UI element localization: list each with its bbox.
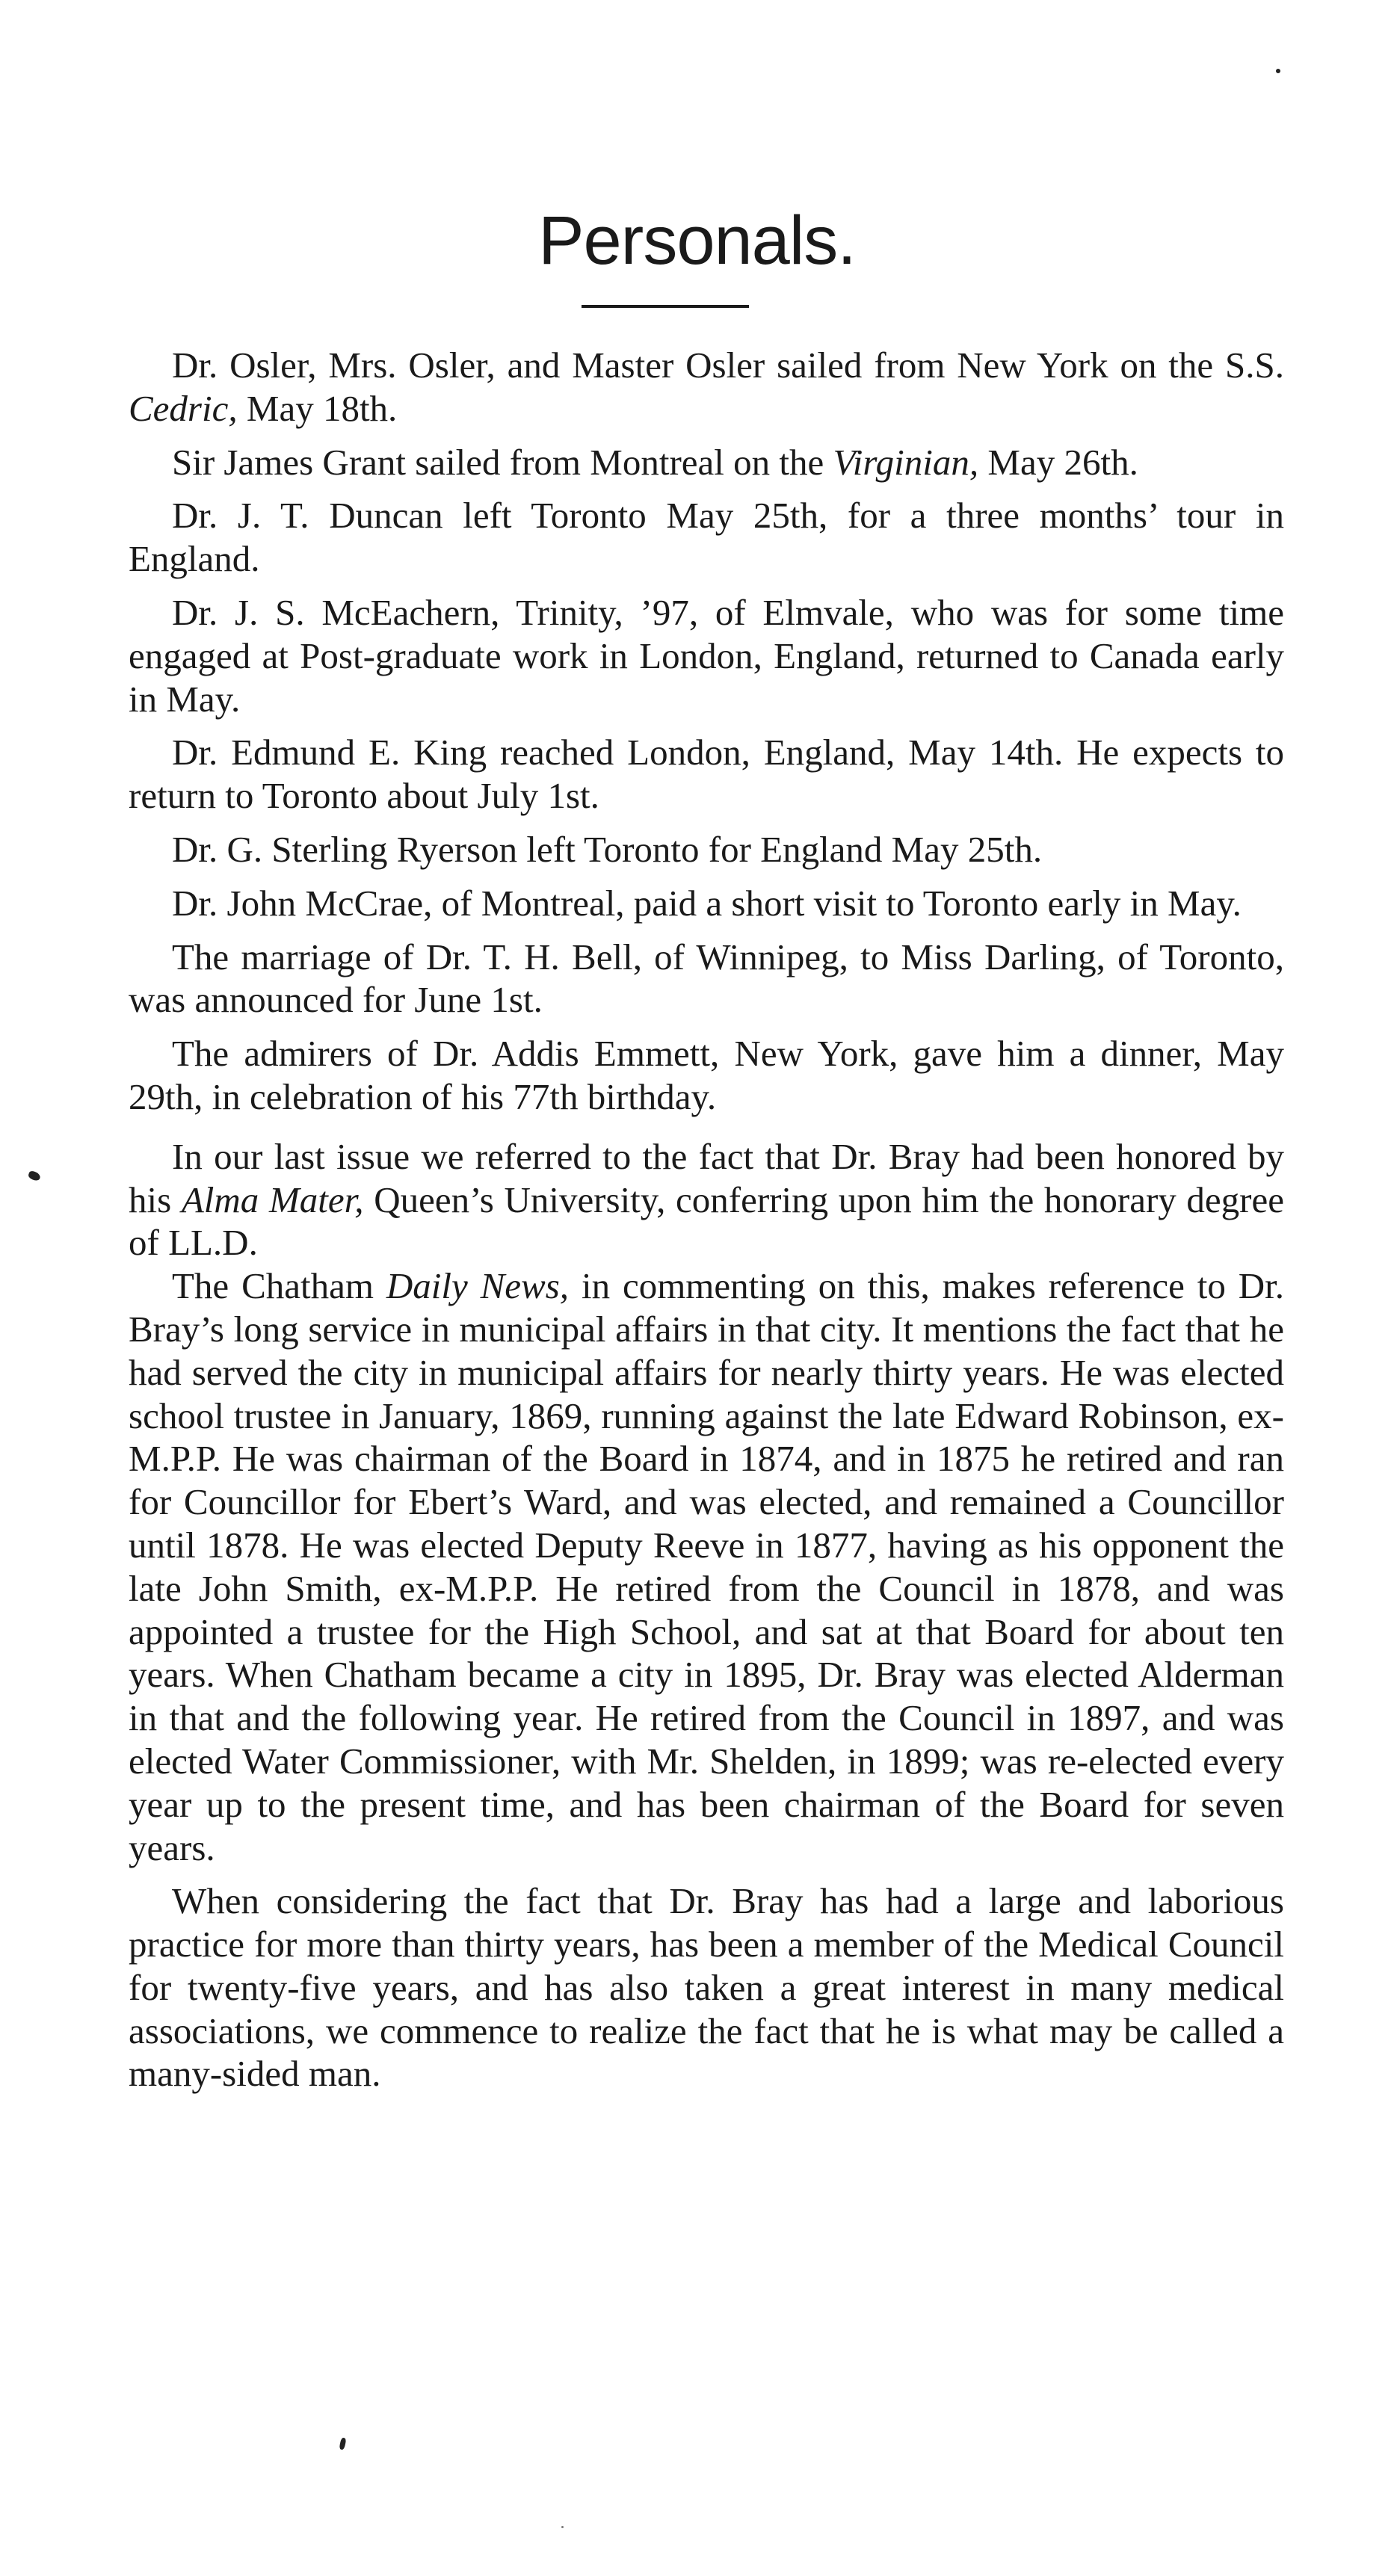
paragraph: The admirers of Dr. Addis Emmett, New York, gave him a dinner, May 29th, in celebration of his 77th birthday. xyxy=(129,1033,1284,1117)
speck-mark xyxy=(1276,69,1280,73)
speck-mark xyxy=(339,2437,346,2450)
page-title: Personals. xyxy=(538,203,856,279)
paragraph: Dr. Osler, Mrs. Osler, and Master Osler sailed from New York on the S.S. Cedric, May 18th. xyxy=(129,345,1284,429)
article-body xyxy=(129,344,1284,2095)
paragraph: Dr. Edmund E. King reached London, England, May 14th. He expects to return to Toronto about July 1st. xyxy=(129,732,1284,817)
paragraph: The marriage of Dr. T. H. Bell, of Winnipeg, to Miss Darling, of Toronto, was announced for June 1st. xyxy=(129,936,1284,1021)
paragraph: Dr. J. S. McEachern, Trinity, ’97, of Elmvale, who was for some time engaged at Post-graduate work in London, England, returned to Canada early in May. xyxy=(129,591,1284,720)
paragraph: The Chatham Daily News, in commenting on this, makes reference to Dr. Bray’s long service in municipal affairs in that city. It mentions the fact that he had served the city in municipal affairs for nearly thirty years. He was elected school trustee in January, 1869, running against the late Edward Robinson, ex-M.P.P. He was chairman of the Board in 1874, and in 1875 he retired and ran for Councillor for Ebert’s Ward, and was elected, and remained a Councillor until 1878. He was elected Deputy Reeve in 1877, having as his opponent the late John Smith, ex-M.P.P. He retired from the Council in 1878, and was appointed a trustee for the High School, and sat at that Board for about ten years. When Chatham became a city in 1895, Dr. Bray was elected Alderman in that and the following year. He retired from the Council in 1897, and was elected Water Commissioner, with Mr. Shelden, in 1899; was re-elected every year up to the present time, and has been chairman of the Board for seven years. xyxy=(129,1265,1285,1868)
paragraph: Dr. John McCrae, of Montreal, paid a short visit to Toronto early in May. xyxy=(172,882,1242,924)
paragraph: In our last issue we referred to the fact that Dr. Bray had been honored by his Alma Mater, Queen’s University, conferring upon him the honorary degree of LL.D. xyxy=(129,1135,1284,1264)
paragraph: Sir James Grant sailed from Montreal on the Virginian, May 26th. xyxy=(172,441,1138,483)
speck-mark xyxy=(561,2526,564,2528)
paragraph: Dr. J. T. Duncan left Toronto May 25th, for a three months’ tour in England. xyxy=(129,495,1284,580)
paragraph: When considering the fact that Dr. Bray has had a large and laborious practice for more than thirty years, has been a member of the Medical Council for twenty-five years, and has also taken a great interest in many medical associations, we commence to realize the fact that he is what may be called a many-sided man. xyxy=(129,1880,1284,2095)
title-rule xyxy=(582,305,749,308)
paragraph: Dr. G. Sterling Ryerson left Toronto for England May 25th. xyxy=(172,828,1043,870)
margin-mark xyxy=(28,1170,42,1182)
